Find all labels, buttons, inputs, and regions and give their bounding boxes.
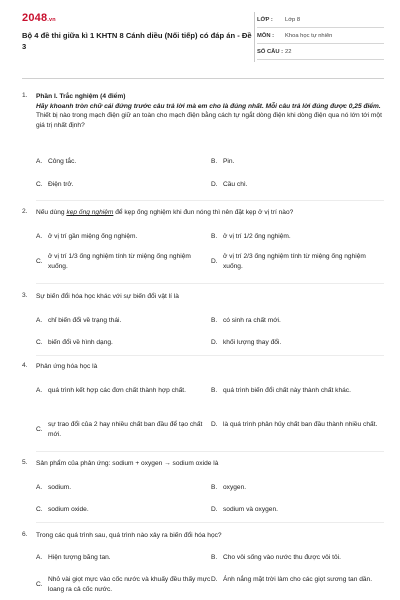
question-separator [36, 283, 384, 284]
meta-row-count [257, 44, 384, 60]
option-text: có sinh ra chất mới. [223, 317, 281, 324]
option-letter: C. [36, 257, 43, 265]
option-letter: D. [211, 506, 218, 513]
option-letter: A. [36, 158, 43, 165]
question-6 [22, 531, 384, 599]
question-number: 6. [22, 531, 28, 538]
exam-meta [257, 12, 384, 60]
question-number: 5. [22, 459, 28, 466]
option-text: Nhỏ vài giọt mực vào cốc nước và khuấy đều thấy mực loang ra cả cốc nước. [48, 576, 211, 593]
option-c[interactable] [36, 575, 211, 594]
option-letter: B. [211, 233, 218, 240]
option-b[interactable] [211, 483, 386, 493]
option-text: ở vị trí 1/3 ống nghiệm tính từ miệng ống nghiệm xuống. [48, 253, 191, 270]
option-b[interactable] [211, 157, 386, 167]
meta-row-subject [257, 28, 384, 44]
question-1 [22, 92, 384, 192]
option-d[interactable] [211, 338, 386, 348]
question-2 [22, 208, 384, 278]
meta-label: SỐ CÂU : [257, 48, 284, 55]
option-text: ở vị trí gần miệng ống nghiệm. [48, 233, 138, 240]
header-separator [22, 78, 384, 79]
option-letter: B. [211, 554, 218, 561]
option-text: khối lượng thay đổi. [223, 339, 282, 346]
option-text: ở vị trí 1/2 ống nghiệm. [223, 233, 291, 240]
question-separator [36, 355, 384, 356]
option-letter: A. [36, 233, 43, 240]
option-letter: D. [211, 421, 218, 428]
question-4 [22, 362, 384, 444]
option-letter: C. [36, 181, 43, 188]
option-text: oxygen. [223, 484, 247, 491]
option-text: Cho vôi sống vào nước thu được vôi tôi. [223, 554, 341, 561]
option-c[interactable] [36, 252, 211, 271]
option-b[interactable] [211, 232, 386, 242]
section-instruction: Hãy khoanh tròn chữ cái đứng trước câu trả lời mà em cho là đúng nhất. Mỗi câu trả lời đúng được 0,25 điểm. [36, 102, 381, 110]
option-c[interactable] [36, 338, 211, 348]
question-number: 2. [22, 208, 28, 215]
option-a[interactable] [36, 553, 211, 563]
question-text: Sự biến đổi hóa học khác với sự biến đổi vật lí là [36, 293, 179, 300]
option-letter: B. [211, 158, 218, 165]
meta-row-class [257, 12, 384, 28]
option-a[interactable] [36, 483, 211, 493]
option-c[interactable] [36, 420, 211, 439]
option-d[interactable] [211, 420, 386, 430]
option-letter: C. [36, 339, 43, 346]
option-text: Cầu chì. [223, 181, 248, 188]
meta-label: LỚP : [257, 16, 273, 23]
question-separator [36, 451, 384, 452]
option-b[interactable] [211, 316, 386, 326]
option-d[interactable] [211, 252, 386, 271]
option-text: Hiện tượng băng tan. [48, 554, 111, 561]
option-letter: B. [211, 317, 218, 324]
option-letter: B. [211, 387, 218, 394]
option-text: Điện trở. [48, 181, 74, 188]
option-letter: D. [211, 576, 218, 583]
question-separator [36, 200, 384, 201]
option-letter: C. [36, 580, 43, 588]
option-text: sodium oxide. [48, 506, 89, 513]
option-letter: D. [211, 181, 218, 188]
question-number: 3. [22, 292, 28, 299]
option-letter: A. [36, 484, 43, 491]
option-text: sodium. [48, 484, 72, 491]
header-divider [254, 12, 255, 62]
option-b[interactable] [211, 553, 386, 563]
option-text: Công tắc. [48, 158, 77, 165]
section-heading: Phần I. Trắc nghiệm (4 điểm) [36, 93, 126, 100]
option-letter: D. [211, 339, 218, 346]
question-text: Nếu dùng kẹp ống nghiệm để kẹp ống nghiệm khi đun nóng thì nên đặt kẹp ở vị trí nào? [36, 209, 294, 216]
option-text: là quá trình phân hủy chất ban đầu thành nhiều chất. [223, 421, 378, 428]
option-letter: D. [211, 257, 218, 265]
option-b[interactable] [211, 386, 386, 396]
option-c[interactable] [36, 505, 211, 515]
option-text: sodium và oxygen. [223, 506, 278, 513]
exam-title: Bộ 4 đề thi giữa kì 1 KHTN 8 Cánh diều (Nối tiếp) có đáp án - Đề 3 [22, 31, 252, 51]
site-logo[interactable]: 2048.vn [22, 12, 56, 24]
option-letter: A. [36, 317, 43, 324]
option-text: ở vị trí 2/3 ống nghiệm tính từ miệng ống nghiệm xuống. [223, 253, 366, 270]
option-letter: A. [36, 387, 43, 394]
question-text: Phản ứng hóa học là [36, 363, 98, 370]
meta-label: MÔN : [257, 32, 275, 39]
question-body [36, 92, 382, 130]
option-letter: C. [36, 506, 43, 513]
option-text: quá trình biến đổi chất này thành chất khác. [223, 387, 351, 394]
option-d[interactable] [211, 575, 386, 585]
meta-value: Lớp 8 [285, 16, 301, 23]
option-d[interactable] [211, 180, 386, 190]
option-c[interactable] [36, 180, 211, 190]
option-text: Pin. [223, 158, 235, 165]
option-text: quá trình kết hợp các đơn chất thành hợp chất. [48, 387, 186, 394]
option-a[interactable] [36, 157, 211, 167]
meta-value: 22 [285, 48, 292, 55]
option-text: chỉ biến đổi về trạng thái. [48, 317, 122, 324]
option-letter: C. [36, 425, 43, 433]
option-letter: A. [36, 554, 43, 561]
question-number: 1. [22, 92, 28, 99]
option-text: Ánh nắng mặt trời làm cho các giọt sương tan dần. [223, 576, 373, 583]
question-text: Thiết bị nào trong mạch điện giữ an toàn cho mạch điện bằng cách tự ngắt dòng điện khi dòng điện qua nó lớn tới một giá trị nhất định? [36, 112, 382, 129]
question-3 [22, 292, 384, 352]
option-letter: B. [211, 484, 218, 491]
emphasized-term: kẹp ống nghiệm [66, 209, 114, 216]
question-text: Sản phẩm của phản ứng: sodium + oxygen → sodium oxide là [36, 460, 219, 467]
meta-value: Khoa học tự nhiên [285, 32, 333, 39]
option-a[interactable] [36, 316, 211, 326]
option-text: biến đổi về hình dạng. [48, 339, 113, 346]
question-text: Trong các quá trình sau, quá trình nào xảy ra biến đổi hóa học? [36, 532, 222, 539]
option-text: sự trao đổi của 2 hay nhiều chất ban đầu để tạo chất mới. [48, 421, 203, 438]
header [22, 10, 384, 72]
question-separator [36, 522, 384, 523]
option-a[interactable] [36, 232, 211, 242]
option-d[interactable] [211, 505, 386, 515]
option-a[interactable] [36, 386, 211, 396]
question-5 [22, 459, 384, 519]
question-number: 4. [22, 362, 28, 369]
